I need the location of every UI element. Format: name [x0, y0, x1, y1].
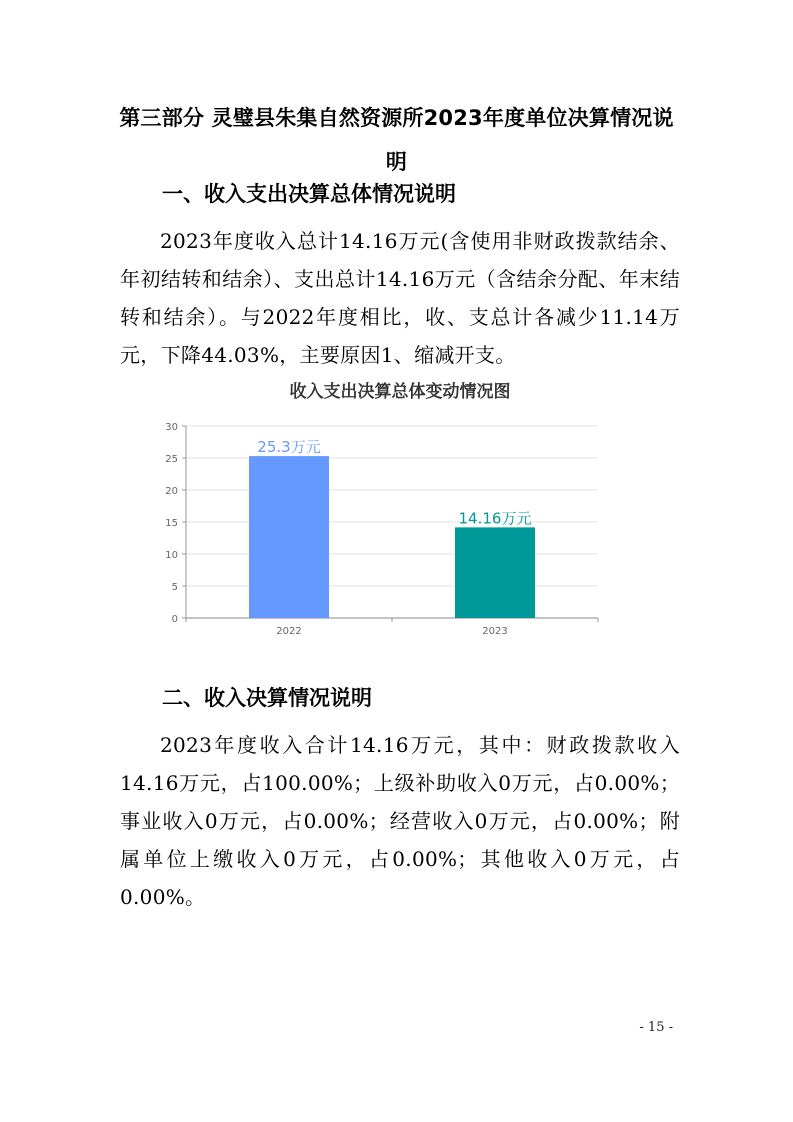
y-tick-label: 30 — [165, 422, 178, 433]
data-label-2022: 25.3万元 — [257, 438, 321, 457]
bar-2023 — [455, 527, 535, 618]
section1-paragraph — [120, 222, 680, 374]
document-title-line1: 第三部分 灵璧县朱集自然资源所2023年度单位决算情况说 — [119, 106, 674, 130]
y-tick-label: 20 — [165, 486, 178, 497]
y-tick-label: 10 — [165, 550, 178, 561]
chart-title: 收入支出决算总体变动情况图 — [289, 382, 511, 402]
document-title — [100, 96, 693, 184]
y-tick-label: 15 — [165, 518, 178, 529]
section2-paragraph — [120, 726, 680, 916]
bar-2022 — [249, 456, 329, 618]
section2-heading: 二、收入决算情况说明 — [162, 686, 372, 710]
document-title-line2: 明 — [385, 150, 408, 174]
y-tick-label: 0 — [171, 614, 178, 625]
x-tick-label: 2023 — [482, 626, 508, 637]
section1-heading: 一、收入支出决算总体情况说明 — [162, 182, 456, 206]
data-label-2023: 14.16万元 — [458, 509, 532, 528]
y-tick-label: 25 — [165, 454, 178, 465]
y-tick-label: 5 — [171, 582, 178, 593]
x-tick-label: 2022 — [276, 626, 302, 637]
section2-paragraph-text: 2023年度收入合计14.16万元，其中：财政拨款收入14.16万元，占100.00%；上级补助收入0万元，占0.00%；事业收入0万元，占0.00%；经营收入0万元，占0.00%；附属单位上缴收入0万元，占0.00%；其他收入0万元，占0.00%。 — [120, 733, 680, 909]
bar-chart — [140, 412, 610, 642]
section1-paragraph-text: 2023年度收入总计14.16万元(含使用非财政拨款结余、年初结转和结余）、支出总计14.16万元（含结余分配、年末结转和结余）。与2022年度相比，收、支总计各减少11.14万元，下降44.03%，主要原因1、缩减开支。 — [120, 229, 680, 367]
page-number: - 15 - — [639, 1020, 673, 1035]
